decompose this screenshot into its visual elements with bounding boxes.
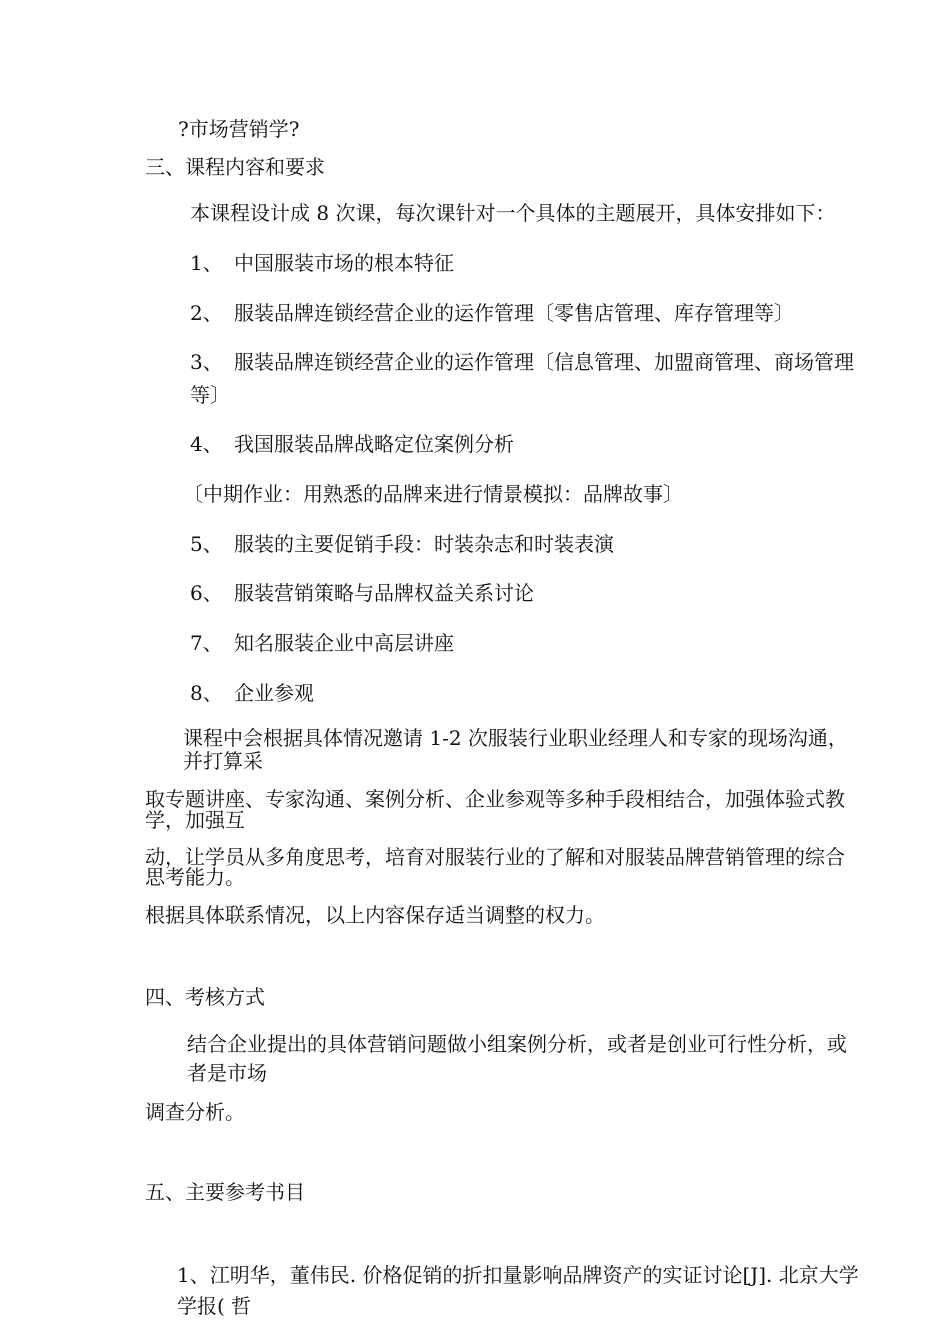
list-item — [190, 351, 854, 373]
list-item-text: 中国服装市场的根本特征 — [234, 251, 454, 275]
section-5-heading: 五、主要参考书目 — [145, 1180, 305, 1204]
paragraph-line: 课程中会根据具体情况邀请 1-2 次服装行业职业经理人和专家的现场沟通， — [183, 726, 848, 750]
midterm-note — [183, 483, 683, 505]
paragraph-line: 调查分析。 — [145, 1100, 245, 1124]
paragraph-line: 取专题讲座、专家沟通、案例分析、企业参观等多种手段相结合，加强体验式教 — [145, 787, 845, 811]
list-item-text: 知名服装企业中高层讲座 — [234, 631, 454, 655]
list-item-number: 7、 — [190, 631, 223, 655]
reference-item: 1、江明华，董伟民. 价格促销的折扣量影响品牌资产的实证讨论[J]. 北京大学 — [177, 1263, 859, 1287]
list-item-text: 服装营销策略与品牌权益关系讨论 — [234, 581, 534, 605]
section-3-heading: 三、课程内容和要求 — [145, 155, 325, 179]
list-item — [190, 433, 514, 455]
section-3-intro: 本课程设计成 8 次课，每次课针对一个具体的主题展开，具体安排如下： — [190, 201, 836, 225]
paragraph-line: 思考能力。 — [145, 865, 245, 889]
list-item-number: 1、 — [190, 251, 223, 275]
list-item-number: 8、 — [190, 681, 223, 705]
list-item-continuation: 等〕 — [190, 383, 230, 407]
paragraph-line: 者是市场 — [187, 1061, 267, 1085]
list-item-text: 我国服装品牌战略定位案例分析 — [234, 432, 514, 456]
list-item-text: 企业参观 — [234, 681, 314, 705]
list-item — [190, 682, 314, 704]
list-item-number: 4、 — [190, 432, 223, 456]
paragraph-line: 根据具体联系情况，以上内容保存适当调整的权力。 — [145, 903, 605, 927]
paragraph-line: 动，让学员从多角度思考，培育对服装行业的了解和对服装品牌营销管理的综合 — [145, 845, 845, 869]
list-item — [190, 632, 454, 654]
list-item — [190, 582, 534, 604]
list-item — [190, 302, 794, 324]
course-title: ?市场营销学? — [178, 117, 300, 141]
list-item-number: 3、 — [190, 350, 223, 374]
paragraph-line: 结合企业提出的具体营销问题做小组案例分析，或者是创业可行性分析，或 — [187, 1032, 847, 1056]
list-item-number: 6、 — [190, 581, 223, 605]
paragraph-line: 并打算采 — [183, 749, 263, 773]
list-item-text: 服装品牌连锁经营企业的运作管理〔信息管理、加盟商管理、商场管理 — [234, 350, 854, 374]
list-item — [190, 533, 614, 555]
list-item-text: 服装的主要促销手段：时装杂志和时装表演 — [234, 532, 614, 556]
paragraph-line: 学，加强互 — [145, 808, 245, 832]
list-item-text: 服装品牌连锁经营企业的运作管理〔零售店管理、库存管理等〕 — [234, 301, 794, 325]
list-item-text: 〔中期作业：用熟悉的品牌来进行情景模拟：品牌故事〕 — [183, 482, 683, 506]
section-4-heading: 四、考核方式 — [145, 985, 265, 1009]
list-item — [190, 252, 454, 274]
list-item-number: 5、 — [190, 532, 223, 556]
list-item-number: 2、 — [190, 301, 223, 325]
reference-item-continuation: 学报( 哲 — [177, 1294, 252, 1318]
